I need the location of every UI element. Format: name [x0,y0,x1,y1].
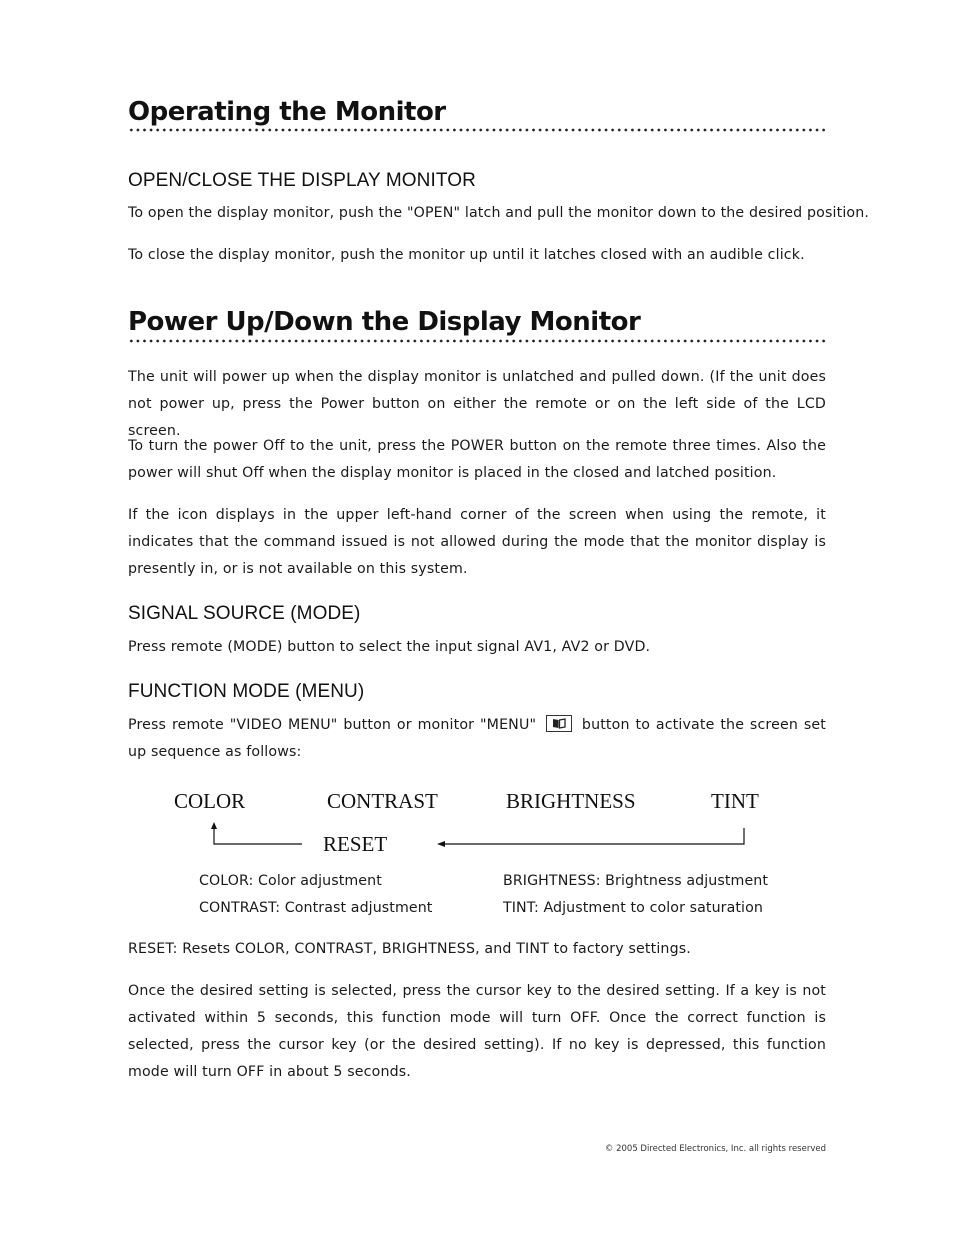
sequence-brightness: BRIGHTNESS [506,789,636,813]
subheading-open-close: OPEN/CLOSE THE DISPLAY MONITOR [128,170,476,191]
book-icon [547,716,571,731]
arrowhead-left [437,841,445,847]
paragraph-closing: Once the desired setting is selected, press the cursor key to the desired setting. If a key is not activated within 5 seconds, this function mode will turn OFF. Once the correct function is selected, press the cursor key (or the desired setting). If no key is depressed, this function mode will turn OFF in about 5 seconds. [128,983,826,1080]
arrowhead-up [211,822,217,829]
dotted-rule [128,339,826,343]
description-tint: TINT: Adjustment to color saturation [503,900,763,916]
section-title-power: Power Up/Down the Display Monitor [128,307,641,337]
sequence-reset: RESET [323,832,388,856]
paragraph-function-mode [128,712,826,766]
paragraph-close: To close the display monitor, push the monitor up until it latches closed with an audible click. [128,247,805,263]
description-color: COLOR: Color adjustment [199,873,382,889]
section-title-operating: Operating the Monitor [128,97,446,127]
description-contrast: CONTRAST: Contrast adjustment [199,900,433,916]
arrow-to-reset [442,828,744,844]
paragraph-signal-source: Press remote (MODE) button to select the input signal AV1, AV2 or DVD. [128,639,651,655]
paragraph-open: To open the display monitor, push the "OPEN" latch and pull the monitor down to the desired position. [128,205,870,221]
description-brightness: BRIGHTNESS: Brightness adjustment [503,873,769,889]
sequence-arrows [0,818,954,858]
sequence-contrast: CONTRAST [327,789,438,813]
sequence-color: COLOR [174,789,246,813]
subheading-function-mode: FUNCTION MODE (MENU) [128,681,365,702]
footer-copyright: © 2005 Directed Electronics, Inc. all rights reserved [604,1144,826,1154]
paragraph-power-up: The unit will power up when the display monitor is unlatched and pulled down. (If the unit does not power up, press the Power button on either the remote or on the left side of the LCD screen. [128,369,826,439]
function-mode-text-after: button to activate the screen set up sequence as follows: [128,717,826,760]
arrow-to-color [214,826,302,844]
menu-button-glyph [546,715,572,732]
subheading-signal-source: SIGNAL SOURCE (MODE) [128,603,361,624]
paragraph-reset: RESET: Resets COLOR, CONTRAST, BRIGHTNESS, and TINT to factory settings. [128,941,691,957]
dotted-rule [128,128,826,132]
paragraph-power-off: To turn the power Off to the unit, press the POWER button on the remote three times. Also the power will shut Off when the display monitor is placed in the closed and latched position. [128,438,826,481]
function-mode-text-before: Press remote "VIDEO MENU" button or monitor "MENU" [128,717,537,733]
sequence-tint: TINT [711,789,759,813]
paragraph-icon-notice: If the icon displays in the upper left-hand corner of the screen when using the remote, it indicates that the command issued is not allowed during the mode that the monitor display is presently in, or is not available on this system. [128,507,826,577]
